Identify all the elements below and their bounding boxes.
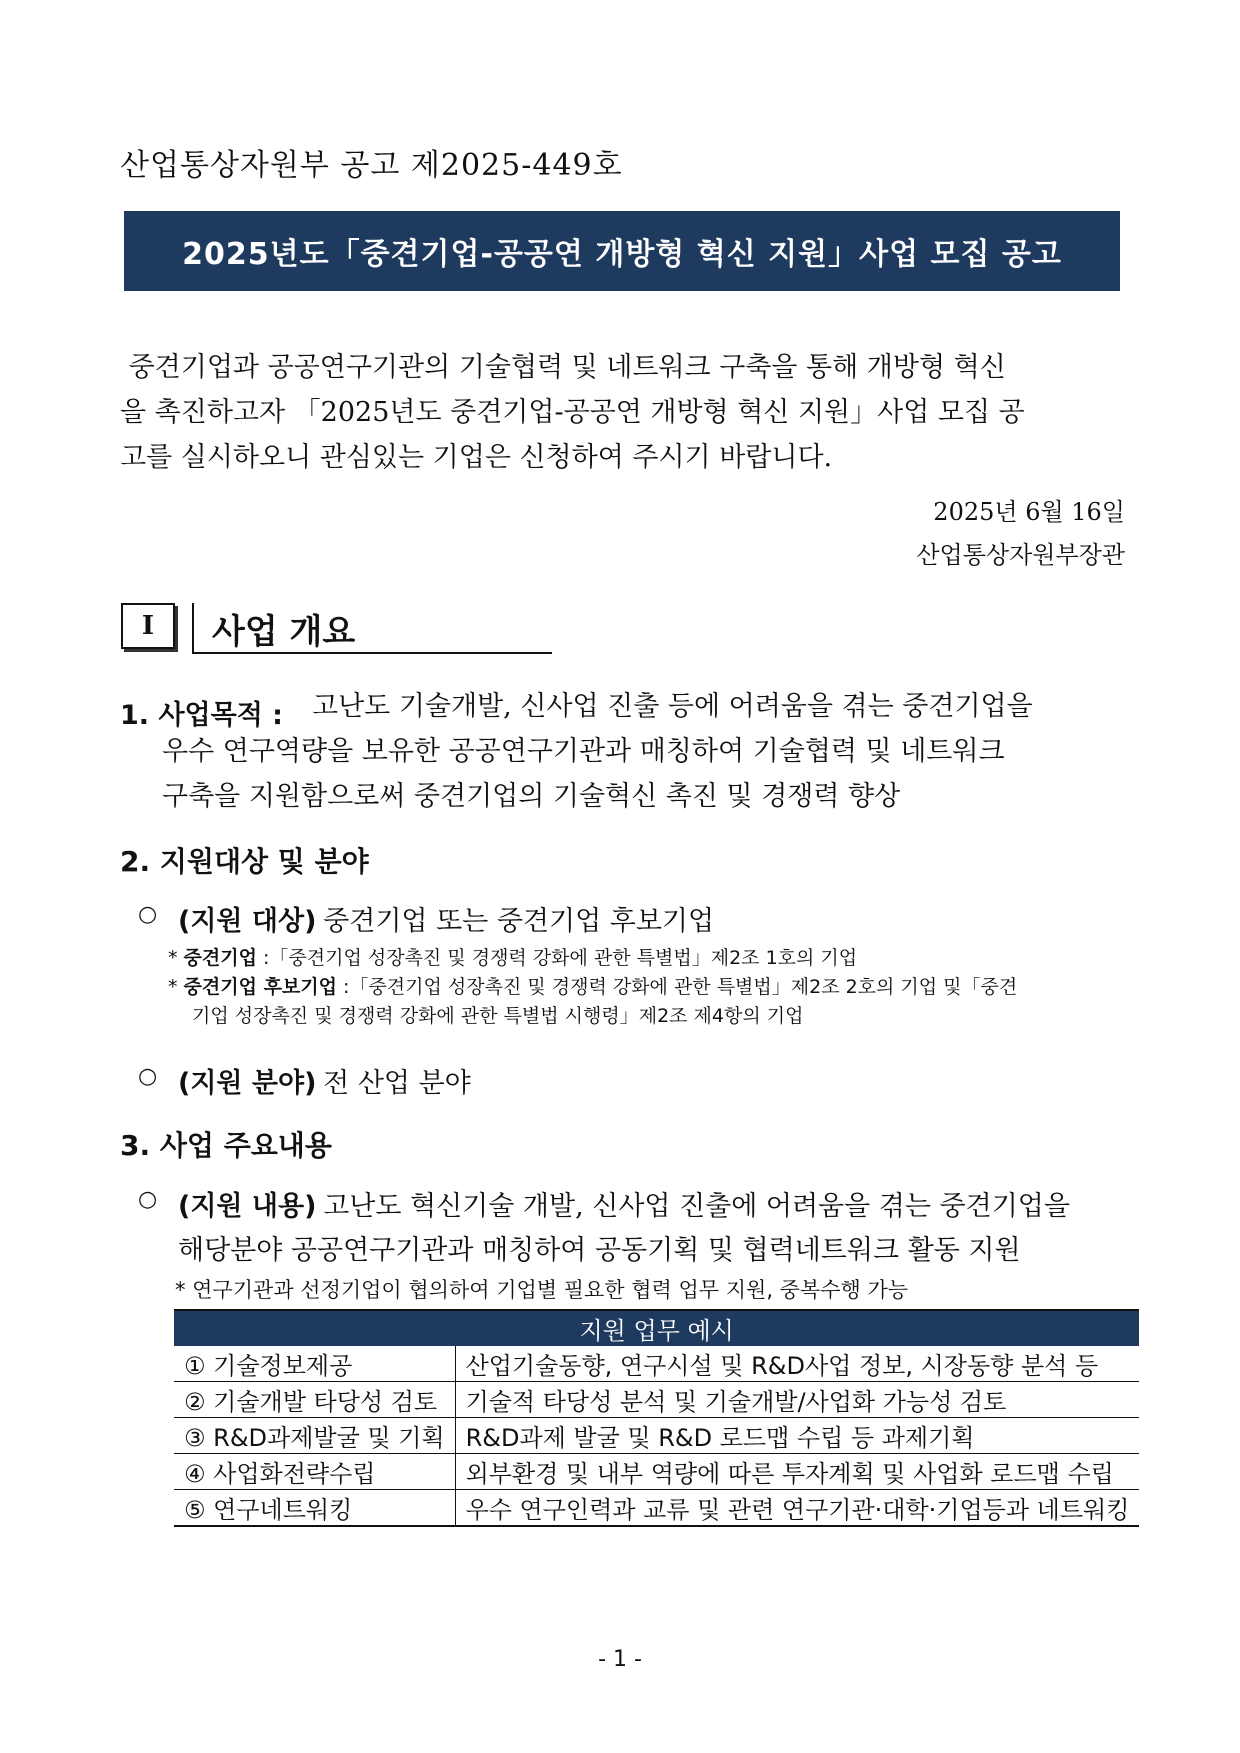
bullet-circle-icon: ○ — [138, 1064, 158, 1089]
notice-date: 2025년 6월 16일 — [933, 498, 1125, 526]
support-field — [178, 1061, 471, 1100]
support-note: * 연구기관과 선정기업이 협의하여 기업별 필요한 협력 업무 지원, 중복수행 가능 — [175, 1278, 909, 1302]
intro-line: 중견기업과 공공연구기관의 기술협력 및 네트워크 구축을 통해 개방형 혁신 — [120, 352, 1006, 383]
note-candidate-company — [168, 972, 1017, 999]
table-row — [174, 1454, 1139, 1490]
issuing-authority: 산업통상자원부장관 — [916, 541, 1125, 569]
support-content-text: 고난도 혁신기술 개발, 신사업 진출에 어려움을 겪는 중견기업을 — [323, 1191, 1070, 1222]
section-underline — [192, 652, 552, 654]
support-content — [178, 1184, 1070, 1223]
support-field-text: 전 산업 분야 — [323, 1068, 471, 1099]
bullet-circle-icon: ○ — [138, 1187, 158, 1212]
item1-line: 구축을 지원함으로써 중견기업의 기술혁신 촉진 및 경쟁력 향상 — [162, 781, 901, 812]
item1-line: 우수 연구역량을 보유한 공공연구기관과 매칭하여 기술협력 및 네트워크 — [162, 736, 1005, 767]
support-field-label: (지원 분야) — [178, 1068, 317, 1099]
table-cell-name: ② 기술개발 타당성 검토 — [174, 1382, 455, 1418]
support-target-label: (지원 대상) — [178, 906, 317, 937]
document-title: 2025년도「중견기업-공공연 개방형 혁신 지원」사업 모집 공고 — [182, 237, 1062, 272]
table-cell-desc: 산업기술동향, 연구시설 및 R&D사업 정보, 시장동향 분석 등 — [455, 1346, 1139, 1382]
note-candidate-continued: 기업 성장촉진 및 경쟁력 강화에 관한 특별법 시행령」제2조 제4항의 기업 — [192, 1005, 804, 1027]
item3-heading: 3. 사업 주요내용 — [120, 1129, 332, 1162]
note-asterisk: * — [168, 947, 178, 969]
table-cell-name: ① 기술정보제공 — [174, 1346, 455, 1382]
note-asterisk: * — [168, 976, 178, 998]
support-examples-table — [174, 1309, 1139, 1527]
table-cell-name: ⑤ 연구네트워킹 — [174, 1490, 455, 1527]
notice-number: 산업통상자원부 공고 제2025-449호 — [120, 148, 623, 183]
page-number: - 1 - — [598, 1647, 642, 1672]
table-row — [174, 1490, 1139, 1527]
item2-heading: 2. 지원대상 및 분야 — [120, 845, 369, 878]
table-cell-name: ④ 사업화전략수립 — [174, 1454, 455, 1490]
table-cell-desc: 기술적 타당성 분석 및 기술개발/사업화 가능성 검토 — [455, 1382, 1139, 1418]
support-content-line: 해당분야 공공연구기관과 매칭하여 공동기획 및 협력네트워크 활동 지원 — [178, 1235, 1021, 1266]
title-banner — [124, 211, 1120, 291]
item1-line: 고난도 기술개발, 신사업 진출 등에 어려움을 겪는 중견기업을 — [312, 691, 1033, 722]
support-target-text: 중견기업 또는 중견기업 후보기업 — [323, 906, 715, 937]
note-label: 중견기업 후보기업 — [183, 976, 337, 998]
table-row — [174, 1382, 1139, 1418]
note-text: :「중견기업 성장촉진 및 경쟁력 강화에 관한 특별법」제2조 2호의 기업 및「중견 — [337, 976, 1018, 998]
intro-line: 고를 실시하오니 관심있는 기업은 신청하여 주시기 바랍니다. — [120, 442, 833, 473]
item1-label: 1. 사업목적 : — [120, 700, 283, 731]
table-cell-name: ③ R&D과제발굴 및 기획 — [174, 1418, 455, 1454]
table-cell-desc: R&D과제 발굴 및 R&D 로드맵 수립 등 과제기획 — [455, 1418, 1139, 1454]
bullet-circle-icon: ○ — [138, 902, 158, 927]
table-cell-desc: 외부환경 및 내부 역량에 따른 투자계획 및 사업화 로드맵 수립 — [455, 1454, 1139, 1490]
section-divider — [192, 603, 194, 653]
section-numeral-box — [121, 603, 175, 649]
support-target — [178, 899, 714, 938]
table-row — [174, 1346, 1139, 1382]
note-text: :「중견기업 성장촉진 및 경쟁력 강화에 관한 특별법」제2조 1호의 기업 — [256, 947, 858, 969]
section-title: 사업 개요 — [212, 612, 356, 652]
intro-line: 을 촉진하고자 「2025년도 중견기업-공공연 개방형 혁신 지원」사업 모집 공 — [120, 397, 1025, 428]
section-numeral: I — [141, 611, 155, 641]
support-content-label: (지원 내용) — [178, 1191, 317, 1222]
note-midsize-company — [168, 943, 857, 970]
table-row — [174, 1418, 1139, 1454]
note-label: 중견기업 — [183, 947, 257, 969]
intro-paragraph — [120, 345, 1125, 480]
table-cell-desc: 우수 연구인력과 교류 및 관련 연구기관·대학·기업등과 네트워킹 — [455, 1490, 1139, 1527]
table-header: 지원 업무 예시 — [174, 1310, 1139, 1346]
